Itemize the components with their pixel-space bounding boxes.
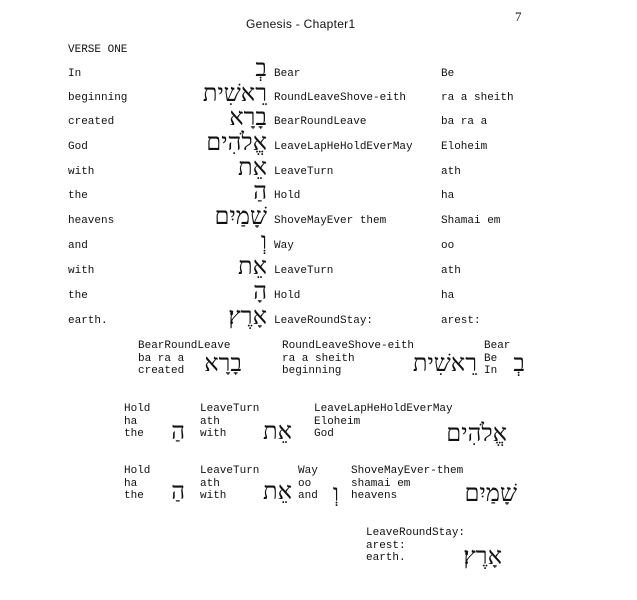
- hebrew-word: אֵת: [262, 417, 292, 445]
- english-word: with: [68, 265, 95, 277]
- gloss-word: LeaveTurn: [200, 403, 260, 415]
- pronunciation: ath: [441, 265, 461, 277]
- page-title: Genesis - Chapter1: [246, 17, 356, 31]
- english-word: beginning: [282, 365, 342, 377]
- english-word: created: [68, 116, 115, 128]
- pronunciation: arest:: [441, 315, 481, 327]
- hebrew-word: אֱלֹהִים: [446, 419, 507, 447]
- hebrew-word: רֵאשִׁית: [202, 79, 267, 107]
- gloss-word: RoundLeaveShove-eith: [274, 92, 407, 104]
- gloss-word: LeaveLapHeHoldEverMay: [314, 403, 453, 415]
- pronunciation: arest:: [366, 539, 406, 552]
- hebrew-word: הַ: [171, 477, 185, 505]
- pronunciation: ha: [441, 290, 455, 302]
- gloss-word: LeaveTurn: [274, 166, 334, 178]
- hebrew-word: אָרֶץ׃: [463, 542, 502, 570]
- hebrew-word: בָרָא: [229, 103, 267, 131]
- english-word: the: [124, 428, 144, 440]
- hebrew-word: שָׁמַיִם: [464, 479, 517, 507]
- pronunciation: Be: [441, 68, 455, 80]
- hebrew-word: וְ: [260, 227, 267, 255]
- word-stack: [314, 403, 453, 441]
- word-stack: [366, 527, 465, 565]
- english-word: with: [68, 166, 95, 178]
- english-word: and: [68, 240, 88, 252]
- pronunciation: Eloheim: [441, 141, 488, 153]
- english-word: God: [68, 141, 88, 153]
- english-word: created: [138, 365, 185, 377]
- word-stack: [298, 465, 318, 503]
- pronunciation: Eloheim: [314, 415, 361, 428]
- hebrew-word: אֵת: [237, 252, 267, 280]
- gloss-word: BearRoundLeave: [274, 116, 367, 128]
- word-stack: [282, 340, 414, 378]
- gloss-word: Bear: [484, 340, 511, 352]
- english-word: with: [200, 428, 227, 440]
- pronunciation: ha: [124, 477, 138, 490]
- gloss-word: LeaveLapHeHoldEverMay: [274, 141, 413, 153]
- gloss-word: Hold: [274, 290, 301, 302]
- hebrew-word: בְ: [513, 349, 525, 377]
- word-stack: [200, 465, 259, 503]
- hebrew-word: אֵת: [262, 477, 292, 505]
- gloss-word: ShoveMayEver them: [274, 215, 387, 227]
- gloss-word: Hold: [124, 403, 151, 415]
- gloss-word: Bear: [274, 68, 301, 80]
- hebrew-word: הַ: [253, 177, 267, 205]
- word-stack: [484, 340, 510, 378]
- hebrew-word: בָרָא: [204, 349, 242, 377]
- gloss-word: Way: [298, 465, 318, 477]
- hebrew-word: שָׁמַיִם: [214, 202, 267, 230]
- english-word: God: [314, 428, 334, 440]
- hebrew-word: בְ: [255, 54, 267, 82]
- word-stack: [351, 465, 463, 503]
- pronunciation: ra a sheith: [441, 92, 514, 104]
- english-word: earth.: [68, 315, 108, 327]
- word-stack: [200, 403, 259, 441]
- pronunciation: ra a sheith: [282, 352, 355, 365]
- hebrew-word: אֱלֹהִים: [206, 128, 267, 156]
- pronunciation: shamai em: [351, 477, 411, 490]
- gloss-word: BearRoundLeave: [138, 340, 231, 352]
- english-word: earth.: [366, 552, 406, 564]
- english-word: heavens: [68, 215, 115, 227]
- pronunciation: ba ra a: [441, 116, 488, 128]
- gloss-word: Hold: [274, 190, 301, 202]
- english-word: the: [124, 490, 144, 502]
- english-word: heavens: [351, 490, 398, 502]
- pronunciation: ha: [124, 415, 138, 428]
- hebrew-word: רֵאשִׁית: [412, 349, 477, 377]
- english-word: the: [68, 190, 88, 202]
- english-word: the: [68, 290, 88, 302]
- pronunciation: ath: [200, 477, 220, 490]
- pronunciation: oo: [298, 477, 312, 490]
- gloss-word: LeaveTurn: [200, 465, 260, 477]
- gloss-word: LeaveTurn: [274, 265, 334, 277]
- word-stack: [124, 465, 150, 503]
- english-word: with: [200, 490, 227, 502]
- hebrew-word: אָרֶץ׃: [228, 302, 267, 330]
- word-stack: [124, 403, 150, 441]
- english-word: In: [68, 68, 82, 80]
- hebrew-word: הָ: [253, 277, 267, 305]
- pronunciation: Be: [484, 352, 498, 365]
- gloss-word: LeaveRoundStay:: [366, 527, 466, 539]
- gloss-word: Hold: [124, 465, 151, 477]
- pronunciation: ath: [200, 415, 220, 428]
- hebrew-word: הַ: [171, 417, 185, 445]
- english-word: In: [484, 365, 498, 377]
- pronunciation: ha: [441, 190, 455, 202]
- hebrew-word: וְ: [332, 479, 339, 507]
- english-word: beginning: [68, 92, 128, 104]
- section-heading: VERSE ONE: [68, 44, 128, 56]
- gloss-word: ShoveMayEver-them: [351, 465, 464, 477]
- english-word: and: [298, 490, 318, 502]
- gloss-word: Way: [274, 240, 294, 252]
- page-number: 7: [515, 9, 522, 24]
- pronunciation: oo: [441, 240, 455, 252]
- gloss-word: RoundLeaveShove-eith: [282, 340, 415, 352]
- pronunciation: ba ra a: [138, 352, 185, 365]
- hebrew-word: אֵת: [237, 153, 267, 181]
- pronunciation: ath: [441, 166, 461, 178]
- gloss-word: LeaveRoundStay:: [274, 315, 374, 327]
- pronunciation: Shamai em: [441, 215, 501, 227]
